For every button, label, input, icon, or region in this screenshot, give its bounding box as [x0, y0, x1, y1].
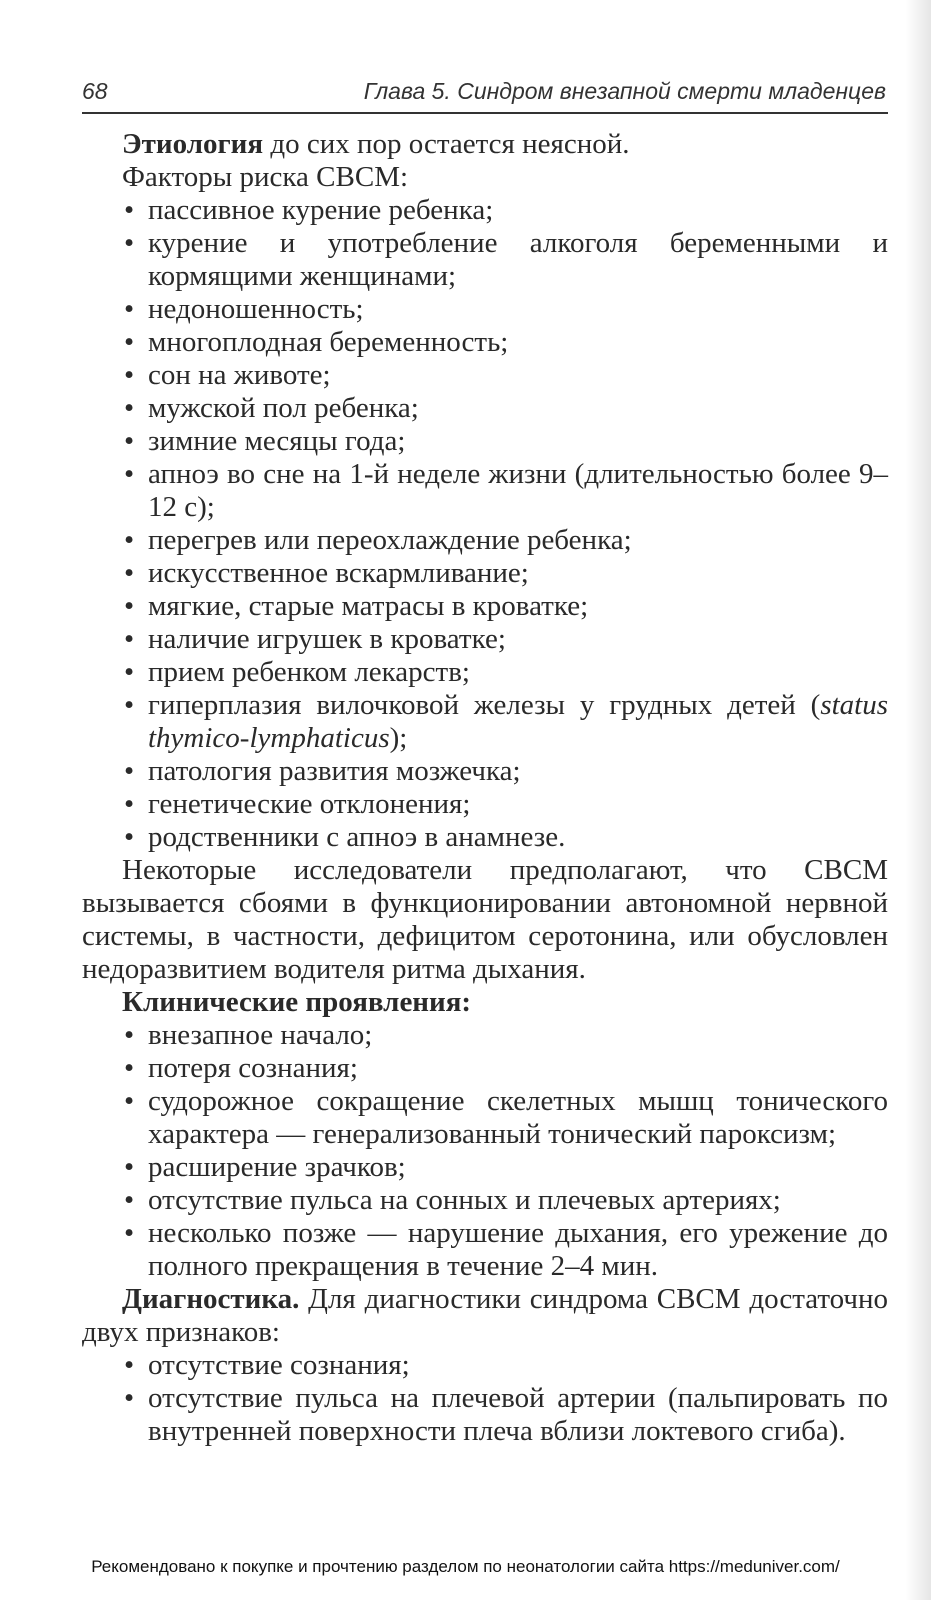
bullet-icon: • [124, 557, 135, 589]
bullet-icon: • [124, 1349, 135, 1381]
running-header [82, 76, 888, 114]
bullet-icon: • [124, 689, 135, 721]
clinical-title: Клинические проявления: [122, 986, 472, 1018]
list-item: • недоношенность; [124, 293, 364, 325]
list-item: • генетические отклонения; [124, 788, 471, 820]
bullet-icon: • [124, 1217, 135, 1249]
bullet-icon: • [124, 1184, 135, 1216]
diagnostics-paragraph [82, 1283, 888, 1349]
bullet-icon: • [124, 458, 135, 490]
list-item: • курение и употребление алкоголя беременными и кормящими женщинами; [124, 227, 888, 292]
etiology-label: Этиология [122, 128, 264, 160]
bullet-icon: • [124, 1085, 135, 1117]
page-body [82, 128, 888, 1448]
bullet-icon: • [124, 326, 135, 358]
bullet-icon: • [124, 425, 135, 457]
list-item: • гиперплазия вилочковой железы у грудных детей (status thymico-lymphaticus); [124, 689, 888, 754]
bullet-icon: • [124, 1052, 135, 1084]
bullet-icon: • [124, 227, 135, 259]
risk-factors-title: Факторы риска СВСМ: [122, 161, 409, 193]
bullet-icon: • [124, 1382, 135, 1414]
list-item: • прием ребенком лекарств; [124, 656, 470, 688]
list-item: • зимние месяцы года; [124, 425, 406, 457]
bullet-icon: • [124, 1019, 135, 1051]
etiology-paragraph [122, 128, 888, 161]
list-item: • родственники с апноэ в анамнезе. [124, 821, 566, 853]
list-item: • апноэ во сне на 1-й неделе жизни (длительностью более 9–12 с); [124, 458, 888, 523]
footer-note: Рекомендовано к покупке и прочтению разделом по неонатологии сайта https://meduniver.com/ [91, 1557, 840, 1576]
list-item: • мужской пол ребенка; [124, 392, 419, 424]
list-item: • наличие игрушек в кроватке; [124, 623, 506, 655]
etiology-text: до сих пор остается неясной. [263, 128, 630, 160]
bullet-icon: • [124, 590, 135, 622]
diagnostics-text: Для диагностики синдрома СВСМ достаточно двух признаков: [82, 1283, 888, 1348]
bullet-icon: • [124, 293, 135, 325]
bullet-icon: • [124, 359, 135, 391]
hypothesis-paragraph: Некоторые исследователи предполагают, что СВСМ вызывается сбоями в функционировании автономной нервной системы, в частности, дефицитом серотонина, или обусловлен недоразвитием водителя ритма дыхания. [82, 854, 888, 985]
list-item: • пассивное курение ребенка; [124, 194, 494, 226]
list-item: • внезапное начало; [124, 1019, 373, 1051]
bullet-icon: • [124, 755, 135, 787]
diagnostics-label: Диагностика. [122, 1283, 300, 1315]
list-item: • расширение зрачков; [124, 1151, 406, 1183]
bullet-icon: • [124, 788, 135, 820]
risk-factors-list [82, 194, 888, 854]
diagnostic-signs-list [82, 1349, 888, 1448]
clinical-list [82, 1019, 888, 1283]
list-item: • патология развития мозжечка; [124, 755, 521, 787]
list-item: • несколько позже — нарушение дыхания, его урежение до полного прекращения в течение 2–4 мин. [124, 1217, 888, 1282]
list-item: • перегрев или переохлаждение ребенка; [124, 524, 632, 556]
list-item: • искусственное вскармливание; [124, 557, 529, 589]
list-item: • отсутствие пульса на сонных и плечевых артериях; [124, 1184, 781, 1216]
bullet-icon: • [124, 524, 135, 556]
bullet-icon: • [124, 821, 135, 853]
list-item: • отсутствие пульса на плечевой артерии (пальпировать по внутренней поверхности плеча вблизи локтевого сгиба). [124, 1382, 888, 1447]
page-number: 68 [82, 78, 108, 104]
list-item: • отсутствие сознания; [124, 1349, 410, 1381]
list-item: • сон на животе; [124, 359, 331, 391]
chapter-title: Глава 5. Синдром внезапной смерти младенцев [363, 78, 886, 104]
bullet-icon: • [124, 392, 135, 424]
page-edge-shadow [905, 0, 931, 1600]
bullet-icon: • [124, 623, 135, 655]
list-item: • потеря сознания; [124, 1052, 358, 1084]
bullet-icon: • [124, 1151, 135, 1183]
list-item: • судорожное сокращение скелетных мышц тонического характера — генерализованный тонический пароксизм; [124, 1085, 888, 1150]
list-item: • многоплодная беременность; [124, 326, 509, 358]
list-item: • мягкие, старые матрасы в кроватке; [124, 590, 589, 622]
bullet-icon: • [124, 656, 135, 688]
latin-term: status thymico-lymphaticus [148, 689, 888, 754]
bullet-icon: • [124, 194, 135, 226]
